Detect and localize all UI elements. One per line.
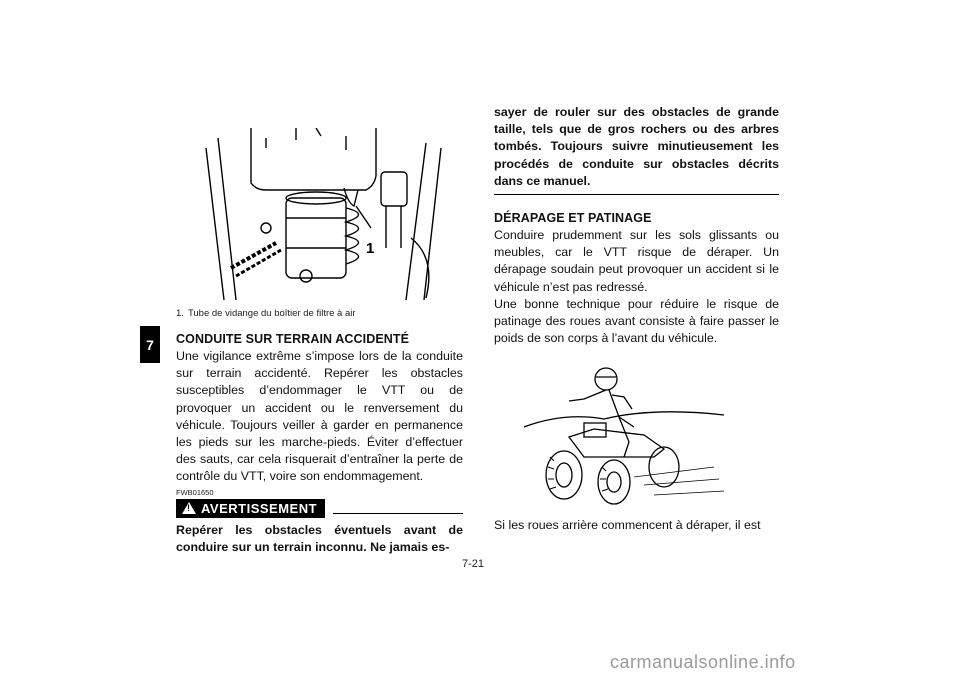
warning-code: FWB01650 — [176, 487, 214, 497]
warning-header — [176, 499, 463, 518]
caption-text: Tube de vidange du boîtier de filtre à air — [187, 308, 356, 319]
page-number: 7-21 — [462, 558, 485, 570]
section-body-rough-terrain: Une vigilance extrême s’impose lors de la conduite sur terrain accidenté. Repérer les obstacles susceptibles d’endommager le VTT ou de provoquer un accident ou le renversement du véhicule. Toujours veiller à garder en permanence les pieds sur les marche-pieds. Éviter d’effectuer des sauts, car cela risquerait d’entraîner la perte de contrôle du VTT, voire son endommagement. — [176, 349, 463, 484]
warning-label: AVERTISSEMENT — [201, 500, 318, 516]
section-title-skidding: DÉRAPAGE ET PATINAGE — [494, 211, 652, 226]
warning-text-part1: Repérer les obstacles éventuels avant de conduire sur un terrain inconnu. Ne jamais es- — [176, 522, 463, 554]
section-body-skidding-1: Conduire prudemment sur les sols glissants ou meubles, car le VTT risque de déraper. Un dérapage soudain peut provoquer un accident si le véhicule n’est pas redressé. — [494, 228, 779, 294]
right-column — [494, 104, 779, 535]
chapter-number: 7 — [146, 336, 154, 353]
air-filter-drain-figure — [196, 128, 456, 300]
chapter-tab — [140, 326, 160, 363]
section-title-rough-terrain: CONDUITE SUR TERRAIN ACCIDENTÉ — [176, 332, 410, 346]
engine-illustration — [196, 128, 456, 300]
section-body-skidding-2: Une bonne technique pour réduire le risque de patinage des roues avant consiste à faire passer le poids de son corps à l’avant du véhicule. — [494, 296, 779, 346]
section-body-skidding-3: Si les roues arrière commencent à déraper, il est — [494, 518, 761, 533]
warning-triangle-icon: ! — [182, 502, 196, 514]
caption-number: 1. — [176, 308, 184, 319]
watermark: carmanualsonline.info — [610, 652, 796, 672]
figure-callout-1: 1 — [366, 240, 375, 257]
atv-illustration — [524, 357, 724, 517]
warning-text-part2: sayer de rouler sur des obstacles de grande taille, tels que de gros rochers ou des arbres tombés. Toujours suivre minutieusement les procédés de conduite sur obstacles décrits dans ce manuel. — [494, 105, 779, 188]
left-column — [176, 128, 463, 556]
figure-caption — [176, 308, 463, 319]
warning-end-rule — [494, 194, 779, 195]
warning-rule — [333, 503, 463, 514]
atv-rider-figure — [524, 357, 724, 517]
warning-badge — [176, 499, 325, 518]
